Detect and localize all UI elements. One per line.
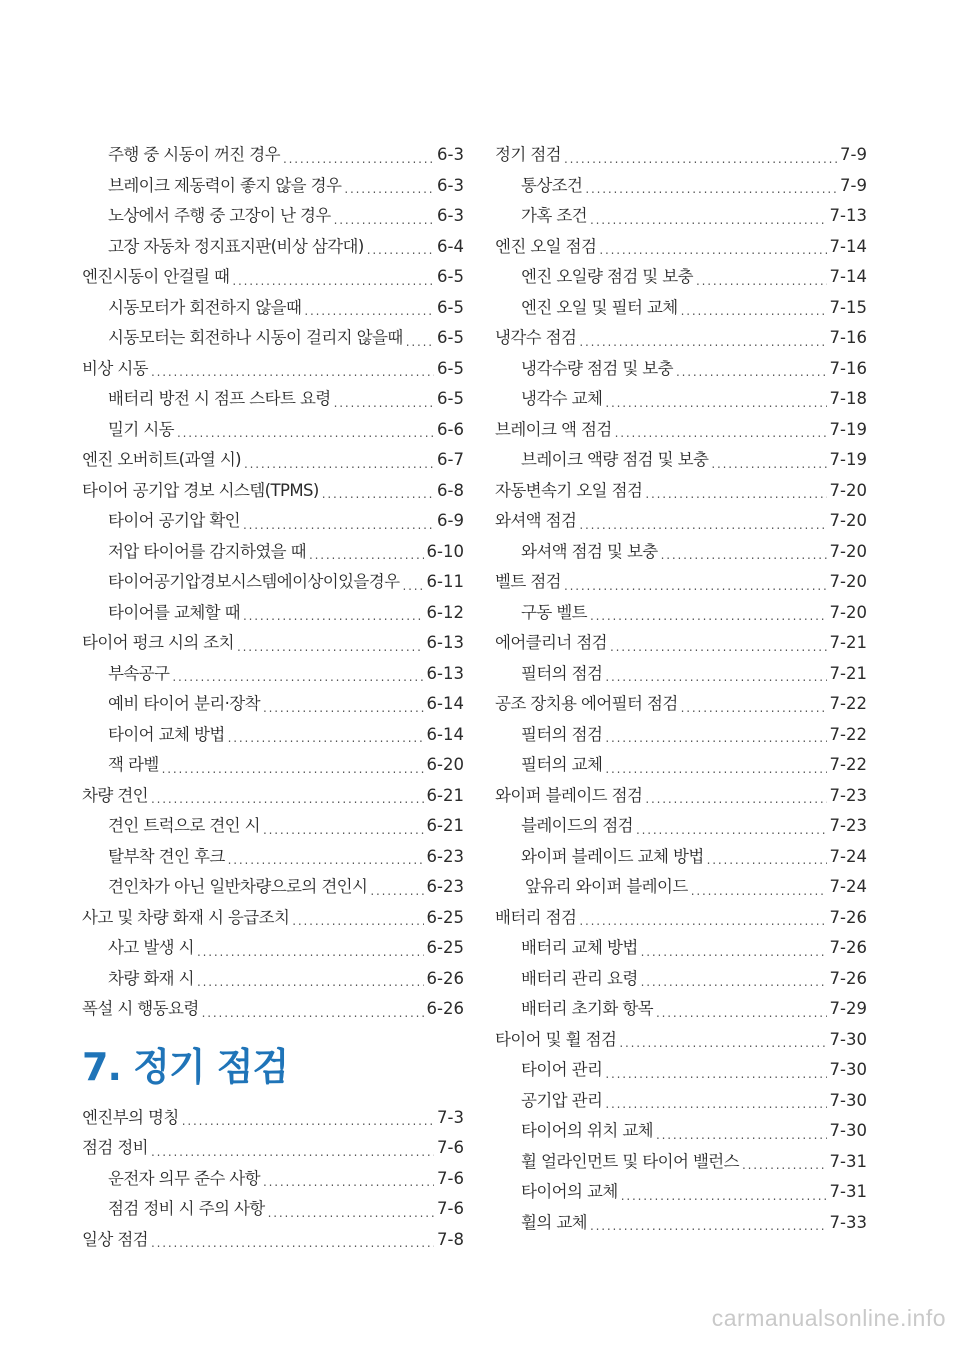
dot-leader	[309, 537, 424, 568]
toc-entry-page-number: 6-26	[426, 968, 464, 988]
toc-entry-title: 배터리 관리 요령	[521, 968, 638, 988]
toc-entry-page-number: 6-7	[437, 450, 464, 469]
toc-entry[interactable]	[82, 506, 464, 537]
dot-leader	[681, 293, 827, 324]
toc-entry-page-number: 7-6	[437, 1138, 464, 1157]
toc-entry[interactable]	[495, 1208, 867, 1239]
dot-leader	[564, 567, 827, 598]
toc-entry[interactable]	[495, 232, 867, 263]
watermark: carmanualsonline.info	[711, 1305, 946, 1331]
toc-entry[interactable]	[82, 720, 464, 751]
toc-entry-title: 폭설 시 행동요령	[82, 999, 199, 1018]
toc-entry-page-number: 7-13	[829, 206, 867, 225]
toc-entry-page-number: 7-21	[829, 633, 867, 652]
toc-entry[interactable]	[495, 506, 867, 537]
toc-entry[interactable]	[82, 201, 464, 232]
toc-entry[interactable]	[82, 232, 464, 263]
toc-entry[interactable]	[82, 140, 464, 171]
dot-leader	[564, 140, 837, 171]
toc-entry-title: 엔진시동이 안걸릴 때	[82, 267, 230, 286]
toc-entry-title: 배터리 교체 방법	[521, 938, 638, 957]
toc-entry[interactable]	[82, 384, 464, 415]
toc-entry[interactable]	[495, 903, 867, 934]
dot-leader	[182, 1103, 434, 1134]
toc-entry[interactable]	[82, 750, 464, 781]
chapter-heading: 7. 정기 점검	[82, 1044, 289, 1089]
toc-entry[interactable]	[495, 445, 867, 476]
toc-entry-page-number: 7-20	[829, 480, 867, 500]
dot-leader	[641, 964, 827, 995]
toc-entry-title: 엔진 오일 및 필터 교체	[521, 297, 678, 317]
toc-entry-title: 타이어의 위치 교체	[521, 1121, 654, 1140]
toc-entry-title: 와이퍼 블레이드 교체 방법	[521, 846, 704, 866]
toc-entry[interactable]	[495, 201, 867, 232]
toc-entry[interactable]	[82, 354, 464, 385]
toc-entry-title: 정기 점검	[495, 145, 562, 164]
dot-leader	[605, 720, 826, 751]
dot-leader	[707, 842, 827, 873]
dot-leader	[344, 171, 434, 202]
dot-leader	[742, 1147, 827, 1178]
dot-leader	[263, 689, 424, 720]
toc-entry-page-number: 6-21	[426, 785, 464, 805]
toc-entry-page-number: 6-11	[426, 572, 464, 591]
toc-entry-title: 브레이크 액 점검	[495, 419, 612, 439]
toc-entry[interactable]	[82, 1103, 464, 1134]
dot-leader	[590, 1208, 827, 1239]
toc-entry-title: 밀기 시동	[108, 419, 175, 439]
dot-leader	[151, 1133, 434, 1164]
dot-leader	[237, 628, 424, 659]
toc-entry-title: 시동모터가 회전하지 않을때	[108, 297, 302, 317]
dot-leader	[177, 415, 434, 446]
toc-entry-page-number: 6-10	[426, 541, 464, 561]
toc-entry[interactable]	[495, 567, 867, 598]
toc-entry[interactable]	[82, 689, 464, 720]
toc-entry-title: 비상 시동	[82, 358, 149, 378]
toc-entry-title: 사고 발생 시	[108, 938, 194, 957]
toc-entry[interactable]	[495, 659, 867, 690]
toc-entry-title: 고장 자동차 정지표지판(비상 삼각대)	[108, 236, 364, 256]
toc-entry-page-number: 7-6	[437, 1199, 464, 1218]
dot-leader	[641, 933, 827, 964]
dot-leader	[681, 689, 827, 720]
toc-entry-title: 타이어 펑크 시의 조치	[82, 633, 234, 652]
toc-entry-title: 벨트 점검	[495, 572, 562, 591]
toc-list-chapter-7-continued	[495, 140, 867, 1238]
dot-leader	[579, 903, 826, 934]
toc-list-chapter-7	[82, 1103, 464, 1256]
toc-entry-title: 타이어공기압경보시스템에이상이있을경우	[108, 572, 400, 591]
toc-entry-page-number: 7-26	[829, 968, 867, 988]
toc-entry-page-number: 6-14	[426, 724, 464, 744]
toc-entry[interactable]	[82, 567, 464, 598]
dot-leader	[334, 384, 434, 415]
dot-leader	[263, 811, 424, 842]
toc-entry-title: 배터리 초기화 항목	[521, 999, 654, 1018]
toc-entry-page-number: 7-29	[829, 999, 867, 1018]
toc-entry-page-number: 7-30	[829, 1121, 867, 1140]
toc-entry-title: 타이어 관리	[521, 1060, 603, 1079]
toc-entry-page-number: 7-30	[829, 1090, 867, 1110]
toc-entry-page-number: 7-8	[437, 1229, 464, 1249]
toc-entry-page-number: 7-22	[829, 724, 867, 744]
toc-entry-title: 운전자 의무 준수 사항	[108, 1168, 260, 1188]
dot-leader	[202, 994, 424, 1025]
toc-entry-page-number: 6-5	[437, 297, 464, 317]
toc-entry-page-number: 7-9	[840, 175, 867, 195]
toc-entry-page-number: 7-19	[829, 419, 867, 439]
toc-entry-page-number: 7-26	[829, 938, 867, 957]
toc-entry[interactable]	[495, 1055, 867, 1086]
toc-entry[interactable]	[495, 1177, 867, 1208]
toc-entry-title: 브레이크 액량 점검 및 보충	[521, 450, 709, 469]
dot-leader	[322, 476, 434, 507]
toc-entry-title: 부속공구	[108, 663, 170, 683]
dot-leader	[696, 262, 827, 293]
toc-entry-page-number: 7-19	[829, 450, 867, 469]
toc-entry-title: 필터의 점검	[521, 724, 603, 744]
toc-entry-page-number: 7-31	[829, 1182, 867, 1201]
dot-leader	[228, 842, 424, 873]
toc-entry-title: 엔진부의 명칭	[82, 1107, 179, 1127]
toc-entry[interactable]	[495, 720, 867, 751]
toc-entry-title: 자동변속기 오일 점검	[495, 480, 643, 500]
toc-entry[interactable]	[495, 811, 867, 842]
toc-entry-page-number: 6-4	[437, 236, 464, 256]
toc-entry[interactable]	[495, 1116, 867, 1147]
toc-entry[interactable]	[82, 323, 464, 354]
toc-entry[interactable]	[495, 415, 867, 446]
toc-entry-page-number: 6-6	[437, 419, 464, 439]
dot-leader	[367, 232, 434, 263]
toc-entry-title: 노상에서 주행 중 고장이 난 경우	[108, 206, 331, 225]
toc-entry-page-number: 7-20	[829, 511, 867, 530]
toc-entry-page-number: 7-9	[840, 145, 867, 164]
toc-entry[interactable]	[495, 964, 867, 995]
toc-entry-page-number: 7-26	[829, 907, 867, 927]
toc-entry[interactable]	[495, 1147, 867, 1178]
dot-leader	[590, 201, 827, 232]
dot-leader	[605, 1055, 826, 1086]
toc-entry-title: 냉각수 교체	[521, 389, 603, 408]
toc-entry-title: 사고 및 차량 화재 시 응급조치	[82, 907, 290, 927]
toc-entry-title: 일상 점검	[82, 1229, 149, 1249]
toc-entry-title: 타이어 및 휠 점검	[495, 1029, 617, 1049]
dot-leader	[243, 598, 424, 629]
dot-leader	[283, 140, 434, 171]
toc-entry-page-number: 6-14	[426, 694, 464, 713]
toc-entry-page-number: 7-31	[829, 1151, 867, 1171]
toc-entry-page-number: 7-16	[829, 328, 867, 347]
dot-leader	[656, 994, 827, 1025]
toc-entry[interactable]	[82, 445, 464, 476]
toc-entry-title: 블레이드의 점검	[521, 816, 634, 835]
dot-leader	[228, 720, 424, 751]
dot-leader	[370, 872, 423, 903]
toc-entry-page-number: 6-9	[437, 511, 464, 530]
toc-entry-page-number: 6-3	[437, 175, 464, 195]
dot-leader	[636, 811, 827, 842]
toc-right-column	[495, 140, 867, 1238]
toc-entry-page-number: 6-23	[426, 846, 464, 866]
toc-entry-title: 필터의 교체	[521, 755, 603, 774]
dot-leader	[172, 659, 423, 690]
toc-entry-title: 잭 라벨	[108, 755, 159, 774]
dot-leader	[621, 1177, 827, 1208]
toc-entry-page-number: 6-25	[426, 938, 464, 957]
toc-entry-page-number: 6-13	[426, 633, 464, 652]
toc-entry-page-number: 7-22	[829, 694, 867, 713]
toc-entry-title: 공기압 관리	[521, 1090, 603, 1110]
toc-entry[interactable]	[82, 811, 464, 842]
toc-entry-page-number: 6-5	[437, 267, 464, 286]
toc-entry[interactable]	[495, 781, 867, 812]
toc-entry[interactable]	[82, 171, 464, 202]
toc-entry-title: 필터의 점검	[521, 663, 603, 683]
dot-leader	[711, 445, 826, 476]
toc-entry-title: 견인 트럭으로 견인 시	[108, 816, 260, 835]
toc-entry-title: 브레이크 제동력이 좋지 않을 경우	[108, 175, 342, 195]
toc-entry[interactable]	[495, 323, 867, 354]
toc-entry-page-number: 7-20	[829, 572, 867, 591]
dot-leader	[610, 628, 827, 659]
toc-entry[interactable]	[82, 598, 464, 629]
toc-entry-page-number: 6-5	[437, 328, 464, 347]
dot-leader	[579, 323, 826, 354]
toc-entry-title: 휠 얼라인먼트 및 타이어 밸런스	[521, 1151, 739, 1171]
toc-entry-page-number: 6-5	[437, 389, 464, 408]
toc-entry[interactable]	[82, 415, 464, 446]
toc-entry-title: 배터리 방전 시 점프 스타트 요령	[108, 389, 331, 408]
toc-entry-title: 통상조건	[521, 175, 583, 195]
toc-entry-title: 점검 정비	[82, 1138, 149, 1157]
toc-entry[interactable]	[495, 476, 867, 507]
toc-entry-title: 엔진 오일 점검	[495, 236, 597, 256]
toc-entry-page-number: 7-22	[829, 755, 867, 774]
dot-leader	[197, 964, 424, 995]
toc-entry-title: 앞유리 와이퍼 블레이드	[525, 877, 688, 896]
toc-entry[interactable]	[82, 964, 464, 995]
toc-entry-title: 와셔액 점검 및 보충	[521, 541, 658, 561]
toc-entry[interactable]	[82, 842, 464, 873]
toc-entry[interactable]	[495, 1025, 867, 1056]
toc-entry[interactable]	[82, 262, 464, 293]
dot-leader	[691, 872, 827, 903]
toc-entry-title: 에어클리너 점검	[495, 633, 608, 652]
toc-entry-page-number: 6-20	[426, 755, 464, 774]
dot-leader	[268, 1194, 434, 1225]
toc-entry-page-number: 7-18	[829, 389, 867, 408]
toc-entry-title: 와셔액 점검	[495, 511, 577, 530]
toc-entry-title: 공조 장치용 에어필터 점검	[495, 694, 678, 713]
toc-entry[interactable]	[82, 293, 464, 324]
toc-entry-page-number: 7-30	[829, 1029, 867, 1049]
toc-entry-title: 탈부착 견인 후크	[108, 846, 225, 866]
dot-leader	[615, 415, 827, 446]
toc-entry-title: 견인차가 아닌 일반차량으로의 견인시	[108, 877, 368, 896]
toc-entry-page-number: 7-24	[829, 877, 867, 896]
dot-leader	[244, 445, 434, 476]
dot-leader	[406, 323, 434, 354]
toc-entry-title: 타이어 공기압 경보 시스템(TPMS)	[82, 480, 319, 500]
toc-entry[interactable]	[495, 354, 867, 385]
toc-entry[interactable]	[82, 781, 464, 812]
toc-entry-page-number: 7-14	[829, 267, 867, 286]
dot-leader	[645, 476, 826, 507]
toc-entry-page-number: 7-3	[437, 1107, 464, 1127]
toc-entry-page-number: 6-5	[437, 358, 464, 378]
dot-leader	[334, 201, 434, 232]
dot-leader	[292, 903, 423, 934]
toc-entry[interactable]	[495, 933, 867, 964]
toc-entry-page-number: 6-8	[437, 480, 464, 500]
toc-entry-title: 차량 화재 시	[108, 968, 194, 988]
toc-entry-title: 휠의 교체	[521, 1212, 588, 1232]
toc-entry[interactable]	[82, 476, 464, 507]
toc-entry-page-number: 7-20	[829, 602, 867, 622]
dot-leader	[605, 1086, 826, 1117]
toc-entry[interactable]	[495, 537, 867, 568]
toc-entry[interactable]	[495, 689, 867, 720]
toc-entry-title: 엔진 오일량 점검 및 보충	[521, 267, 693, 286]
toc-entry-title: 예비 타이어 분리·장착	[108, 694, 260, 713]
toc-entry-page-number: 7-24	[829, 846, 867, 866]
dot-leader	[605, 659, 826, 690]
toc-entry[interactable]	[495, 140, 867, 171]
toc-entry[interactable]	[495, 1086, 867, 1117]
dot-leader	[151, 781, 424, 812]
toc-entry-title: 시동모터는 회전하나 시동이 걸리지 않을때	[108, 328, 403, 347]
toc-entry-title: 저압 타이어를 감지하였을 때	[108, 541, 307, 561]
dot-leader	[263, 1164, 434, 1195]
toc-entry[interactable]	[82, 1194, 464, 1225]
dot-leader	[162, 750, 424, 781]
toc-entry[interactable]	[495, 384, 867, 415]
dot-leader	[232, 262, 434, 293]
toc-entry-title: 주행 중 시동이 꺼진 경우	[108, 145, 280, 164]
dot-leader	[656, 1116, 827, 1147]
toc-entry-title: 냉각수 점검	[495, 328, 577, 347]
dot-leader	[304, 293, 434, 324]
toc-entry-title: 배터리 점검	[495, 907, 577, 927]
toc-entry-page-number: 6-26	[426, 999, 464, 1018]
dot-leader	[605, 384, 826, 415]
toc-entry-title: 점검 정비 시 주의 사항	[108, 1199, 265, 1218]
toc-entry-page-number: 7-16	[829, 358, 867, 378]
toc-entry-page-number: 7-23	[829, 785, 867, 805]
toc-list-chapter-6	[82, 140, 464, 1025]
toc-entry[interactable]	[495, 994, 867, 1025]
dot-leader	[151, 1225, 434, 1256]
toc-entry-page-number: 6-3	[437, 206, 464, 225]
dot-leader	[676, 354, 827, 385]
toc-entry[interactable]	[82, 537, 464, 568]
toc-entry-title: 냉각수량 점검 및 보충	[521, 358, 673, 378]
dot-leader	[579, 506, 826, 537]
toc-entry[interactable]	[495, 262, 867, 293]
toc-entry[interactable]	[495, 171, 867, 202]
dot-leader	[585, 171, 837, 202]
toc-left-column	[82, 140, 464, 1255]
toc-entry-page-number: 7-15	[829, 297, 867, 317]
toc-entry[interactable]	[82, 1164, 464, 1195]
toc-entry-page-number: 7-20	[829, 541, 867, 561]
toc-entry-page-number: 6-23	[426, 877, 464, 896]
dot-leader	[605, 750, 826, 781]
dot-leader	[197, 933, 424, 964]
toc-entry[interactable]	[82, 1225, 464, 1256]
toc-entry[interactable]	[82, 659, 464, 690]
toc-entry[interactable]	[495, 842, 867, 873]
toc-entry-title: 타이어를 교체할 때	[108, 602, 241, 622]
toc-entry-title: 차량 견인	[82, 785, 149, 805]
toc-entry-page-number: 7-6	[437, 1168, 464, 1188]
dot-leader	[243, 506, 434, 537]
toc-entry-title: 타이어의 교체	[521, 1182, 618, 1201]
toc-entry-page-number: 6-25	[426, 907, 464, 927]
toc-entry-page-number: 7-21	[829, 663, 867, 683]
toc-entry-title: 타이어 교체 방법	[108, 724, 225, 744]
toc-entry[interactable]	[82, 933, 464, 964]
toc-entry-page-number: 7-23	[829, 816, 867, 835]
dot-leader	[599, 232, 826, 263]
dot-leader	[151, 354, 434, 385]
toc-entry-page-number: 7-30	[829, 1060, 867, 1079]
toc-entry-title: 구동 벨트	[521, 602, 588, 622]
toc-entry[interactable]	[82, 872, 464, 903]
dot-leader	[645, 781, 826, 812]
toc-entry[interactable]	[495, 293, 867, 324]
toc-entry-page-number: 6-13	[426, 663, 464, 683]
toc-entry-page-number: 7-33	[829, 1212, 867, 1232]
toc-entry[interactable]	[495, 598, 867, 629]
toc-entry[interactable]	[495, 628, 867, 659]
toc-entry[interactable]	[82, 903, 464, 934]
dot-leader	[619, 1025, 826, 1056]
toc-entry-page-number: 6-12	[426, 602, 464, 622]
toc-entry[interactable]	[495, 750, 867, 781]
toc-entry-title: 엔진 오버히트(과열 시)	[82, 450, 242, 469]
toc-entry-title: 와이퍼 블레이드 점검	[495, 785, 643, 805]
dot-leader	[590, 598, 827, 629]
toc-entry-title: 가혹 조건	[521, 206, 588, 225]
toc-entry[interactable]	[82, 994, 464, 1025]
toc-entry-page-number: 7-14	[829, 236, 867, 256]
dot-leader	[402, 567, 423, 598]
toc-entry-page-number: 6-3	[437, 145, 464, 164]
toc-entry-page-number: 6-21	[426, 816, 464, 835]
toc-entry[interactable]	[495, 872, 867, 903]
dot-leader	[661, 537, 827, 568]
toc-entry[interactable]	[82, 628, 464, 659]
toc-entry[interactable]	[82, 1133, 464, 1164]
toc-entry-title: 타이어 공기압 확인	[108, 511, 241, 530]
